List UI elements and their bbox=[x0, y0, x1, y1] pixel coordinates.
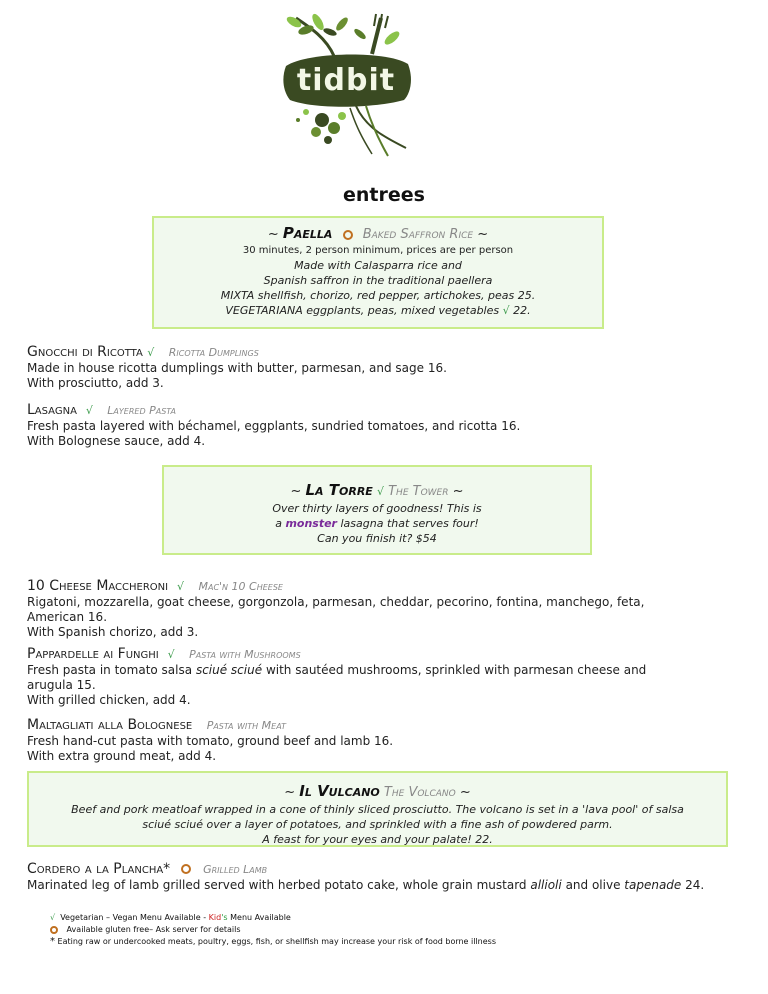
pappardelle-sauce: sciué sciué bbox=[195, 663, 263, 677]
pappardelle-subtitle: Pasta with Mushrooms bbox=[189, 648, 301, 661]
il-vulcano-price: A feast for your eyes and your palate! 22. bbox=[262, 833, 493, 846]
maccheroni-desc-1: Rigatoni, mozzarella, goat cheese, gorgonzola, parmesan, cheddar, pecorino, fontina, manchego, feta, bbox=[27, 595, 645, 609]
cordero-allioli: allioli bbox=[530, 878, 562, 892]
paella-veg-text: VEGETARIANA eggplants, peas, mixed vegetables bbox=[225, 304, 500, 317]
la-torre-name: La Torre bbox=[305, 481, 373, 499]
pappardelle-name: Pappardelle ai Funghi bbox=[27, 646, 159, 662]
la-torre-subtitle: The Tower bbox=[388, 484, 449, 499]
paella-desc-3: MIXTA shellfish, chorizo, red pepper, artichokes, peas 25. bbox=[220, 289, 536, 302]
paella-box: ~ Paella Baked Saffron Rice ~ 30 minutes, 2 person minimum, prices are per person Made with Calasparra rice and Spanish saffron in the traditional paellera MIXTA shellfish, chorizo, red pepper, artichokes, peas 25. VEGETARIANA eggplants, peas, mixed vegetables √ 22. bbox=[152, 216, 604, 329]
pappardelle-desc-1 bbox=[27, 663, 757, 678]
il-vulcano-name: Il Vulcano bbox=[299, 782, 380, 800]
maltagliati-subtitle: Pasta with Meat bbox=[206, 719, 286, 732]
cordero-desc-a: Marinated leg of lamb grilled served with herbed potato cake, whole grain mustard bbox=[27, 878, 527, 892]
vegetarian-check-icon: √ bbox=[147, 346, 155, 359]
legend-gluten-free bbox=[50, 924, 241, 936]
gluten-free-icon bbox=[50, 926, 58, 934]
vegetarian-check-icon: √ bbox=[376, 485, 384, 498]
pappardelle-desc-1a: Fresh pasta in tomato salsa bbox=[27, 663, 193, 677]
gluten-free-icon bbox=[343, 230, 353, 240]
la-torre-box: ~ La Torre √ The Tower ~ Over thirty layers of goodness! This is a monster lasagna that serves four! Can you finish it? $54 bbox=[162, 465, 592, 555]
paella-subtitle: Baked Saffron Rice bbox=[362, 227, 474, 242]
cordero-name: Cordero a la Plancha* bbox=[27, 861, 171, 877]
cordero-price: 24. bbox=[685, 878, 705, 892]
legend-raw-text: Eating raw or undercooked meats, poultry, eggs, fish, or shellfish may increase your risk of food borne illness bbox=[57, 937, 497, 946]
pappardelle-addon: With grilled chicken, add 4. bbox=[27, 693, 191, 707]
la-torre-desc-2 bbox=[164, 516, 590, 531]
vegetarian-check-icon: √ bbox=[50, 913, 56, 922]
page-title: entrees bbox=[343, 184, 425, 206]
menu-item-maltagliati bbox=[27, 717, 757, 764]
paella-veg-price: 22. bbox=[513, 304, 531, 317]
maltagliati-addon: With extra ground meat, add 4. bbox=[27, 749, 217, 763]
maccheroni-addon: With Spanish chorizo, add 3. bbox=[27, 625, 199, 639]
il-vulcano-desc-2: sciué sciué over a layer of potatoes, and sprinkled with a fine ash of powdered parm. bbox=[142, 818, 613, 831]
tidbit-logo bbox=[276, 8, 416, 158]
lasagna-addon: With Bolognese sauce, add 4. bbox=[27, 434, 206, 448]
menu-item-cordero bbox=[27, 861, 757, 893]
paella-note: 30 minutes, 2 person minimum, prices are per person bbox=[242, 245, 514, 256]
maccheroni-subtitle: Mac'n 10 Cheese bbox=[198, 580, 283, 593]
cordero-desc bbox=[27, 878, 757, 893]
il-vulcano-subtitle: The Volcano bbox=[383, 785, 456, 800]
legend-veg-text: Vegetarian – Vegan Menu Available - bbox=[60, 913, 207, 922]
il-vulcano-box: ~ Il Vulcano The Volcano ~ Beef and pork meatloaf wrapped in a cone of thinly sliced prosciutto. The volcano is set in a 'lava pool' of salsa sciué sciué over a layer of potatoes, and sprinkled with a fine ash of powdered parm. A feast for your eyes and your palate! 22. bbox=[27, 771, 728, 847]
cordero-desc-c: and olive bbox=[565, 878, 621, 892]
legend-kids-s: 's bbox=[221, 913, 228, 922]
lasagna-subtitle: Layered Pasta bbox=[107, 404, 176, 417]
pappardelle-desc-2: arugula 15. bbox=[27, 678, 96, 692]
la-torre-price: Can you finish it? $54 bbox=[317, 532, 437, 545]
maltagliati-desc: Fresh hand-cut pasta with tomato, ground beef and lamb 16. bbox=[27, 734, 394, 748]
menu-item-gnocchi bbox=[27, 344, 757, 391]
legend-gluten-text: Available gluten free– Ask server for details bbox=[66, 925, 241, 934]
asterisk-icon: * bbox=[50, 936, 55, 947]
vegetarian-check-icon: √ bbox=[502, 304, 510, 317]
menu-item-maccheroni bbox=[27, 578, 757, 640]
maccheroni-desc-2: American 16. bbox=[27, 610, 108, 624]
legend-vegetarian bbox=[50, 912, 291, 924]
gnocchi-addon: With prosciutto, add 3. bbox=[27, 376, 164, 390]
cordero-subtitle: Grilled Lamb bbox=[203, 863, 268, 876]
il-vulcano-desc-1: Beef and pork meatloaf wrapped in a cone of thinly sliced prosciutto. The volcano is set in a 'lava pool' of salsa bbox=[71, 803, 684, 816]
leaf-decoration-icon bbox=[285, 12, 401, 56]
legend-kids-rest: Menu Available bbox=[230, 913, 291, 922]
pappardelle-desc-1c: with sautéed mushrooms, sprinkled with parmesan cheese and bbox=[265, 663, 647, 677]
logo-text: tidbit bbox=[296, 63, 396, 98]
legend-raw-warning bbox=[50, 936, 496, 948]
gnocchi-subtitle: Ricotta Dumplings bbox=[168, 346, 259, 359]
gnocchi-desc: Made in house ricotta dumplings with butter, parmesan, and sage 16. bbox=[27, 361, 447, 375]
gluten-free-icon bbox=[181, 864, 191, 874]
maccheroni-name: 10 Cheese Maccheroni bbox=[27, 578, 169, 594]
vegetarian-check-icon: √ bbox=[167, 648, 175, 661]
cordero-tapenade: tapenade bbox=[624, 878, 682, 892]
paella-desc-1: Made with Calasparra rice and bbox=[294, 259, 462, 272]
gnocchi-name: Gnocchi di Ricotta bbox=[27, 344, 143, 360]
paella-desc-2: Spanish saffron in the traditional paellera bbox=[263, 274, 493, 287]
lasagna-name: Lasagna bbox=[27, 402, 77, 418]
la-torre-desc-1: Over thirty layers of goodness! This is bbox=[272, 502, 482, 515]
paella-desc-4 bbox=[154, 303, 602, 318]
berries-decoration-icon bbox=[296, 106, 406, 156]
maltagliati-name: Maltagliati alla Bolognese bbox=[27, 717, 193, 733]
lasagna-desc: Fresh pasta layered with béchamel, eggplants, sundried tomatoes, and ricotta 16. bbox=[27, 419, 521, 433]
menu-item-pappardelle bbox=[27, 646, 757, 708]
paella-name: Paella bbox=[282, 224, 333, 242]
vegetarian-check-icon: √ bbox=[177, 580, 185, 593]
la-torre-desc-2a: a bbox=[275, 517, 282, 530]
vegetarian-check-icon: √ bbox=[85, 404, 93, 417]
la-torre-desc-2c: lasagna that serves four! bbox=[340, 517, 479, 530]
legend-kids-k: Kid bbox=[208, 913, 222, 922]
menu-item-lasagna bbox=[27, 402, 757, 449]
monster-highlight: monster bbox=[285, 517, 337, 530]
